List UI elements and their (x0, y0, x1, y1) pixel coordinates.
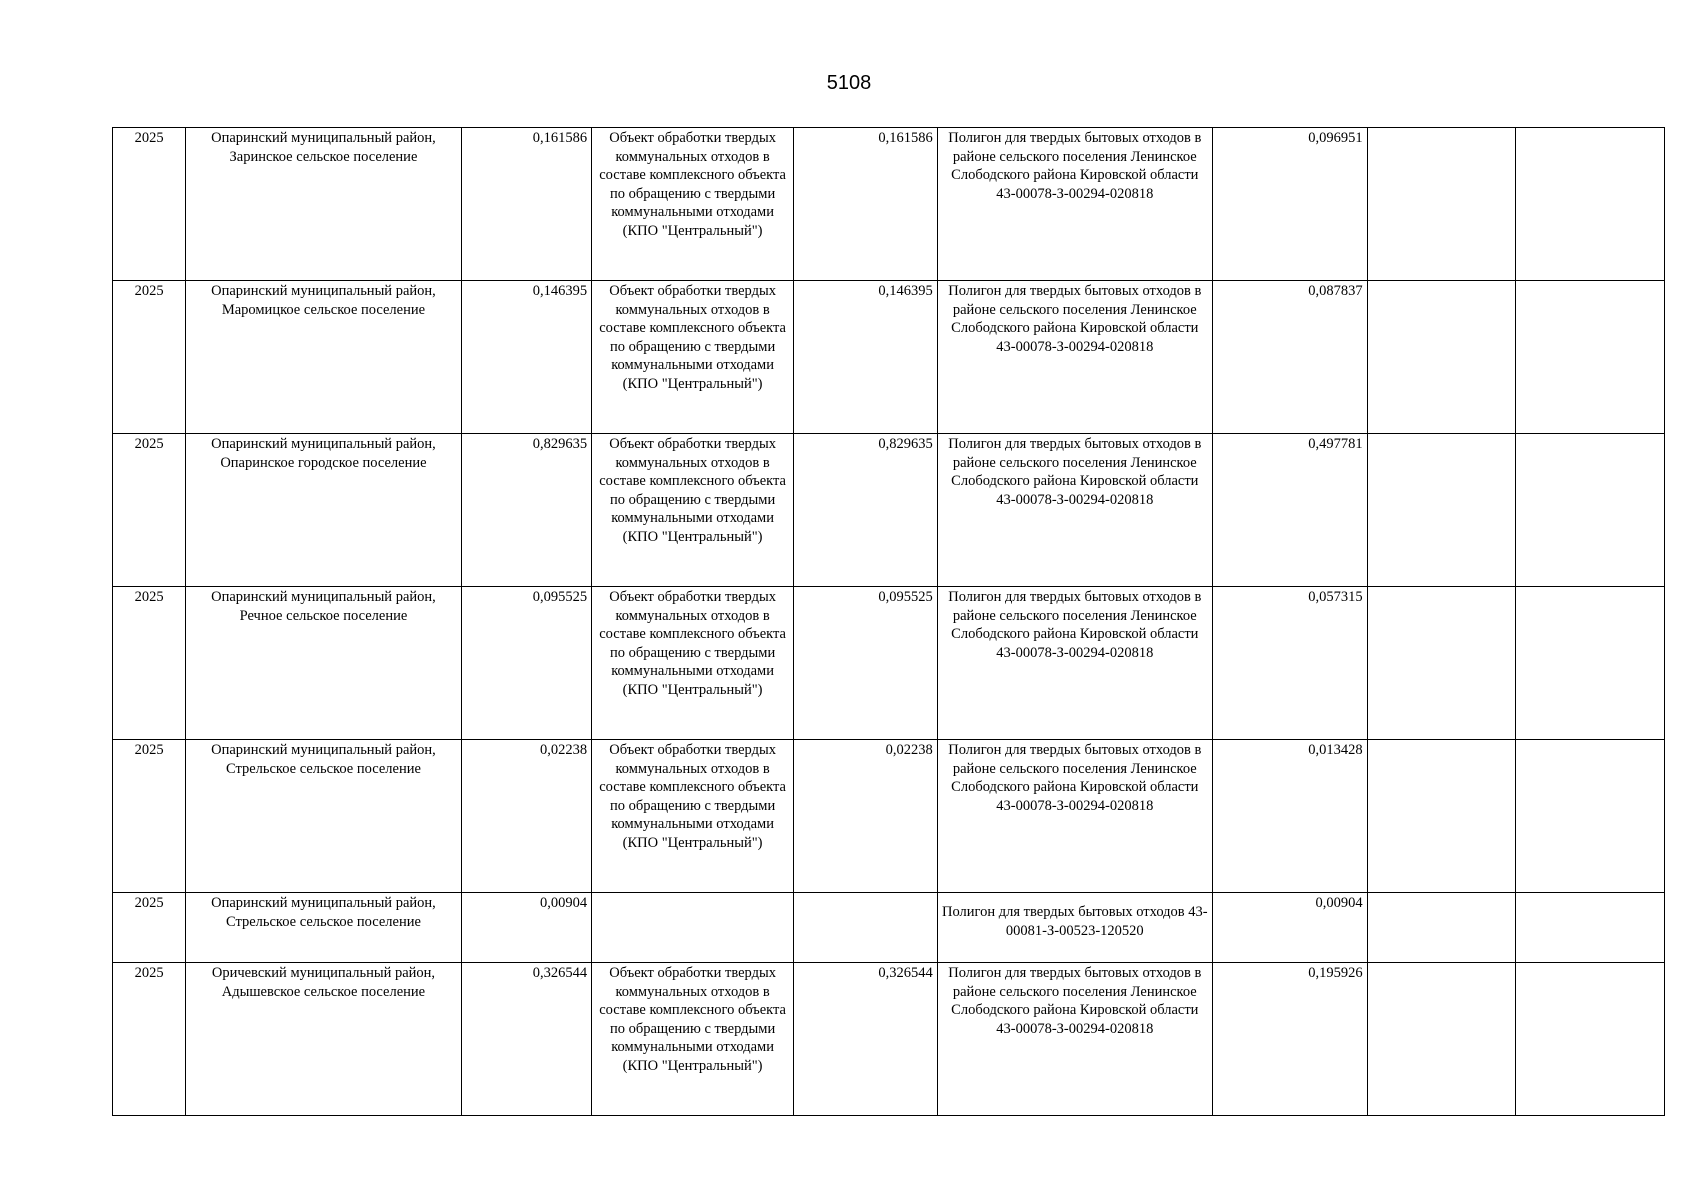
table-row (113, 893, 1665, 963)
empty-cell (1516, 434, 1665, 587)
year-cell: 2025 (113, 281, 186, 434)
landfill-volume-cell: 0,013428 (1212, 740, 1367, 893)
empty-cell (1367, 963, 1516, 1116)
waste-volume-cell: 0,161586 (461, 128, 592, 281)
empty-cell (1516, 740, 1665, 893)
year-cell: 2025 (113, 587, 186, 740)
year-cell: 2025 (113, 740, 186, 893)
landfill-cell: Полигон для твердых бытовых отходов 43-00081-З-00523-120520 (937, 893, 1212, 963)
landfill-cell: Полигон для твердых бытовых отходов в районе сельского поселения Ленинское Слободского района Кировской области 43-00078-З-00294-020818 (937, 281, 1212, 434)
processing-object-cell: Объект обработки твердых коммунальных отходов в составе комплексного объекта по обращению с твердыми коммунальными отходами (КПО "Центральный") (592, 434, 794, 587)
empty-cell (1367, 434, 1516, 587)
waste-volume-cell: 0,095525 (461, 587, 592, 740)
empty-cell (1367, 740, 1516, 893)
empty-cell (1516, 281, 1665, 434)
waste-volume-cell: 0,02238 (461, 740, 592, 893)
landfill-cell: Полигон для твердых бытовых отходов в районе сельского поселения Ленинское Слободского района Кировской области 43-00078-З-00294-020818 (937, 434, 1212, 587)
landfill-volume-cell: 0,096951 (1212, 128, 1367, 281)
processing-object-cell: Объект обработки твердых коммунальных отходов в составе комплексного объекта по обращению с твердыми коммунальными отходами (КПО "Центральный") (592, 740, 794, 893)
waste-volume-cell: 0,326544 (461, 963, 592, 1116)
waste-volume-cell: 0,00904 (461, 893, 592, 963)
empty-cell (1367, 587, 1516, 740)
year-cell: 2025 (113, 434, 186, 587)
landfill-volume-cell: 0,00904 (1212, 893, 1367, 963)
processed-volume-cell: 0,326544 (794, 963, 938, 1116)
table-row (113, 281, 1665, 434)
empty-cell (1516, 963, 1665, 1116)
landfill-volume-cell: 0,087837 (1212, 281, 1367, 434)
municipality-cell: Оричевский муниципальный район, Адышевское сельское поселение (186, 963, 461, 1116)
municipality-cell: Опаринский муниципальный район, Опаринское городское поселение (186, 434, 461, 587)
landfill-cell: Полигон для твердых бытовых отходов в районе сельского поселения Ленинское Слободского района Кировской области 43-00078-З-00294-020818 (937, 128, 1212, 281)
processing-object-cell: Объект обработки твердых коммунальных отходов в составе комплексного объекта по обращению с твердыми коммунальными отходами (КПО "Центральный") (592, 281, 794, 434)
empty-cell (1516, 587, 1665, 740)
processed-volume-cell: 0,146395 (794, 281, 938, 434)
processing-object-cell: Объект обработки твердых коммунальных отходов в составе комплексного объекта по обращению с твердыми коммунальными отходами (КПО "Центральный") (592, 587, 794, 740)
empty-cell (1516, 893, 1665, 963)
year-cell: 2025 (113, 128, 186, 281)
landfill-cell: Полигон для твердых бытовых отходов в районе сельского поселения Ленинское Слободского района Кировской области 43-00078-З-00294-020818 (937, 740, 1212, 893)
table-body (113, 128, 1665, 1116)
empty-cell (1367, 893, 1516, 963)
waste-flow-table (112, 127, 1665, 1116)
processed-volume-cell: 0,02238 (794, 740, 938, 893)
table-row (113, 434, 1665, 587)
waste-volume-cell: 0,829635 (461, 434, 592, 587)
table-row (113, 587, 1665, 740)
table-row (113, 740, 1665, 893)
landfill-volume-cell: 0,497781 (1212, 434, 1367, 587)
processing-object-cell (592, 893, 794, 963)
processing-object-cell: Объект обработки твердых коммунальных отходов в составе комплексного объекта по обращению с твердыми коммунальными отходами (КПО "Центральный") (592, 963, 794, 1116)
municipality-cell: Опаринский муниципальный район, Стрельское сельское поселение (186, 740, 461, 893)
municipality-cell: Опаринский муниципальный район, Маромицкое сельское поселение (186, 281, 461, 434)
processed-volume-cell (794, 893, 938, 963)
municipality-cell: Опаринский муниципальный район, Стрельское сельское поселение (186, 893, 461, 963)
processed-volume-cell: 0,829635 (794, 434, 938, 587)
municipality-cell: Опаринский муниципальный район, Заринское сельское поселение (186, 128, 461, 281)
empty-cell (1516, 128, 1665, 281)
processed-volume-cell: 0,161586 (794, 128, 938, 281)
year-cell: 2025 (113, 963, 186, 1116)
table-row (113, 963, 1665, 1116)
year-cell: 2025 (113, 893, 186, 963)
processed-volume-cell: 0,095525 (794, 587, 938, 740)
landfill-volume-cell: 0,057315 (1212, 587, 1367, 740)
page-number: 5108 (826, 72, 872, 94)
landfill-cell: Полигон для твердых бытовых отходов в районе сельского поселения Ленинское Слободского района Кировской области 43-00078-З-00294-020818 (937, 587, 1212, 740)
landfill-volume-cell: 0,195926 (1212, 963, 1367, 1116)
waste-volume-cell: 0,146395 (461, 281, 592, 434)
processing-object-cell: Объект обработки твердых коммунальных отходов в составе комплексного объекта по обращению с твердыми коммунальными отходами (КПО "Центральный") (592, 128, 794, 281)
empty-cell (1367, 281, 1516, 434)
municipality-cell: Опаринский муниципальный район, Речное сельское поселение (186, 587, 461, 740)
landfill-cell: Полигон для твердых бытовых отходов в районе сельского поселения Ленинское Слободского района Кировской области 43-00078-З-00294-020818 (937, 963, 1212, 1116)
empty-cell (1367, 128, 1516, 281)
table-row (113, 128, 1665, 281)
